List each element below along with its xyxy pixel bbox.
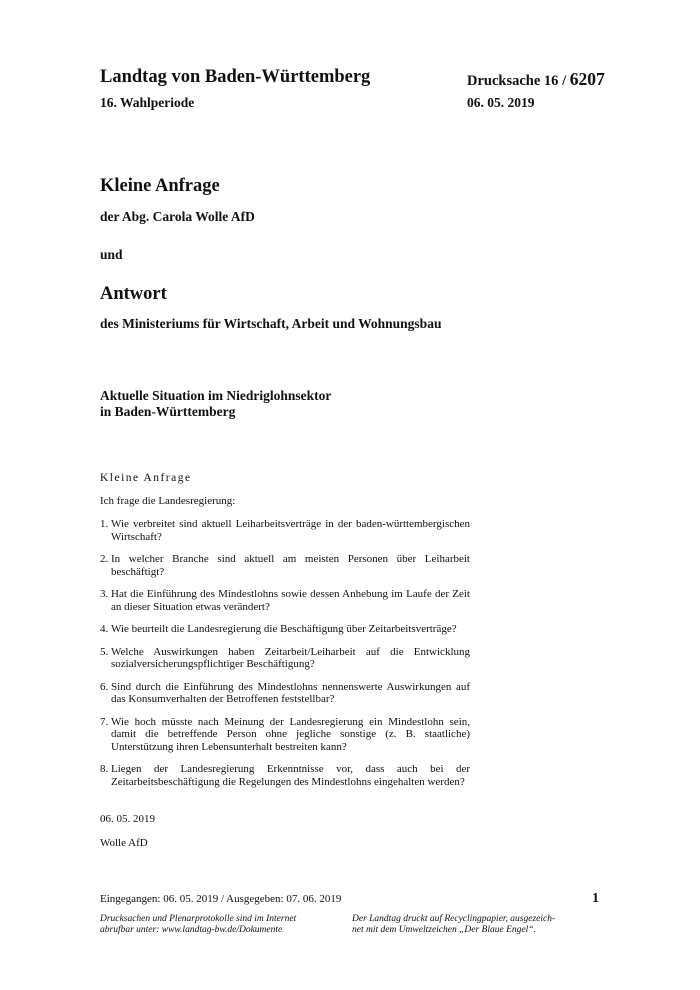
received-issued-line: Eingegangen: 06. 05. 2019 / Ausgegeben: 07. 06. 2019 — [100, 893, 342, 905]
question-item — [100, 646, 470, 671]
signature-date: 06. 05. 2019 — [100, 813, 155, 825]
question-number: 4. — [100, 623, 109, 635]
question-text: Wie hoch müsste nach Meinung der Landesregierung ein Mindestlohn sein, damit die betreffende Person ohne jegliche sonstige (z. B. staatliche) Unterstützung ihren Lebensunterhalt bestreiten kann? — [111, 715, 470, 753]
question-text: Sind durch die Einführung des Mindestlohns nennenswerte Auswirkungen auf das Konsumverhalten der Betroffenen feststellbar? — [111, 680, 470, 705]
question-text: Welche Auswirkungen haben Zeitarbeit/Leiharbeit auf die Entwicklung sozialversicherungspflichtiger Beschäftigung? — [111, 645, 470, 670]
question-item — [100, 553, 470, 578]
question-item — [100, 623, 470, 636]
question-number: 6. — [100, 680, 109, 693]
author-line: der Abg. Carola Wolle AfD — [100, 209, 255, 224]
document-number — [467, 69, 605, 90]
footer-right-line-1: Der Landtag druckt auf Recyclingpapier, ausgezeich- — [352, 914, 556, 924]
question-number: 7. — [100, 715, 109, 728]
document-label: Drucksache 16 — [467, 73, 559, 89]
document-separator: / — [558, 73, 570, 89]
section-label: Kleine Anfrage — [100, 472, 192, 484]
intro-text: Ich frage die Landesregierung: — [100, 495, 236, 507]
document-number-value: 6207 — [569, 69, 605, 89]
question-item — [100, 763, 470, 788]
footer-internet-note — [100, 914, 335, 936]
question-item — [100, 681, 470, 706]
footer-left-line-2: abrufbar unter: www.landtag-bw.de/Dokumente — [100, 925, 283, 935]
footer-paper-note — [352, 914, 577, 936]
legislative-period: 16. Wahlperiode — [100, 95, 195, 110]
footer-right-line-2: net mit dem Umweltzeichen „Der Blaue Engel“. — [352, 925, 536, 935]
document-date: 06. 05. 2019 — [467, 95, 535, 110]
heading-antwort: Antwort — [100, 284, 167, 304]
und-line: und — [100, 247, 123, 262]
subject-line-1: Aktuelle Situation im Niedriglohnsektor — [100, 388, 332, 403]
question-number: 2. — [100, 553, 109, 565]
question-item — [100, 716, 470, 754]
subject-line-2: in Baden-Württemberg — [100, 404, 236, 419]
question-number: 3. — [100, 588, 109, 600]
page-number: 1 — [592, 891, 599, 906]
question-list — [100, 518, 470, 798]
question-text: Wie verbreitet sind aktuell Leiharbeitsverträge in der baden-württembergischen Wirtschaft? — [111, 518, 470, 543]
question-number: 8. — [100, 763, 109, 775]
question-text: In welcher Branche sind aktuell am meisten Personen über Leiharbeit beschäftigt? — [111, 553, 470, 578]
ministry-line: des Ministeriums für Wirtschaft, Arbeit und Wohnungsbau — [100, 316, 442, 331]
signature-name: Wolle AfD — [100, 837, 148, 849]
question-number: 5. — [100, 645, 109, 658]
question-text: Wie beurteilt die Landesregierung die Beschäftigung über Zeitarbeitsverträge? — [111, 623, 457, 635]
question-item — [100, 588, 470, 613]
footer-left-line-1: Drucksachen und Plenarprotokolle sind im Internet — [100, 914, 297, 924]
parliament-name: Landtag von Baden-Württemberg — [100, 67, 371, 87]
heading-kleine-anfrage: Kleine Anfrage — [100, 176, 220, 196]
question-item — [100, 518, 470, 543]
question-number: 1. — [100, 518, 109, 530]
question-text: Hat die Einführung des Mindestlohns sowie dessen Anhebung im Laufe der Zeit an dieser Situation etwas verändert? — [111, 588, 470, 613]
question-text: Liegen der Landesregierung Erkenntnisse vor, dass auch bei der Zeitarbeitsbeschäftigung die Regelungen des Mindestlohns eingehalten werden? — [111, 763, 470, 788]
